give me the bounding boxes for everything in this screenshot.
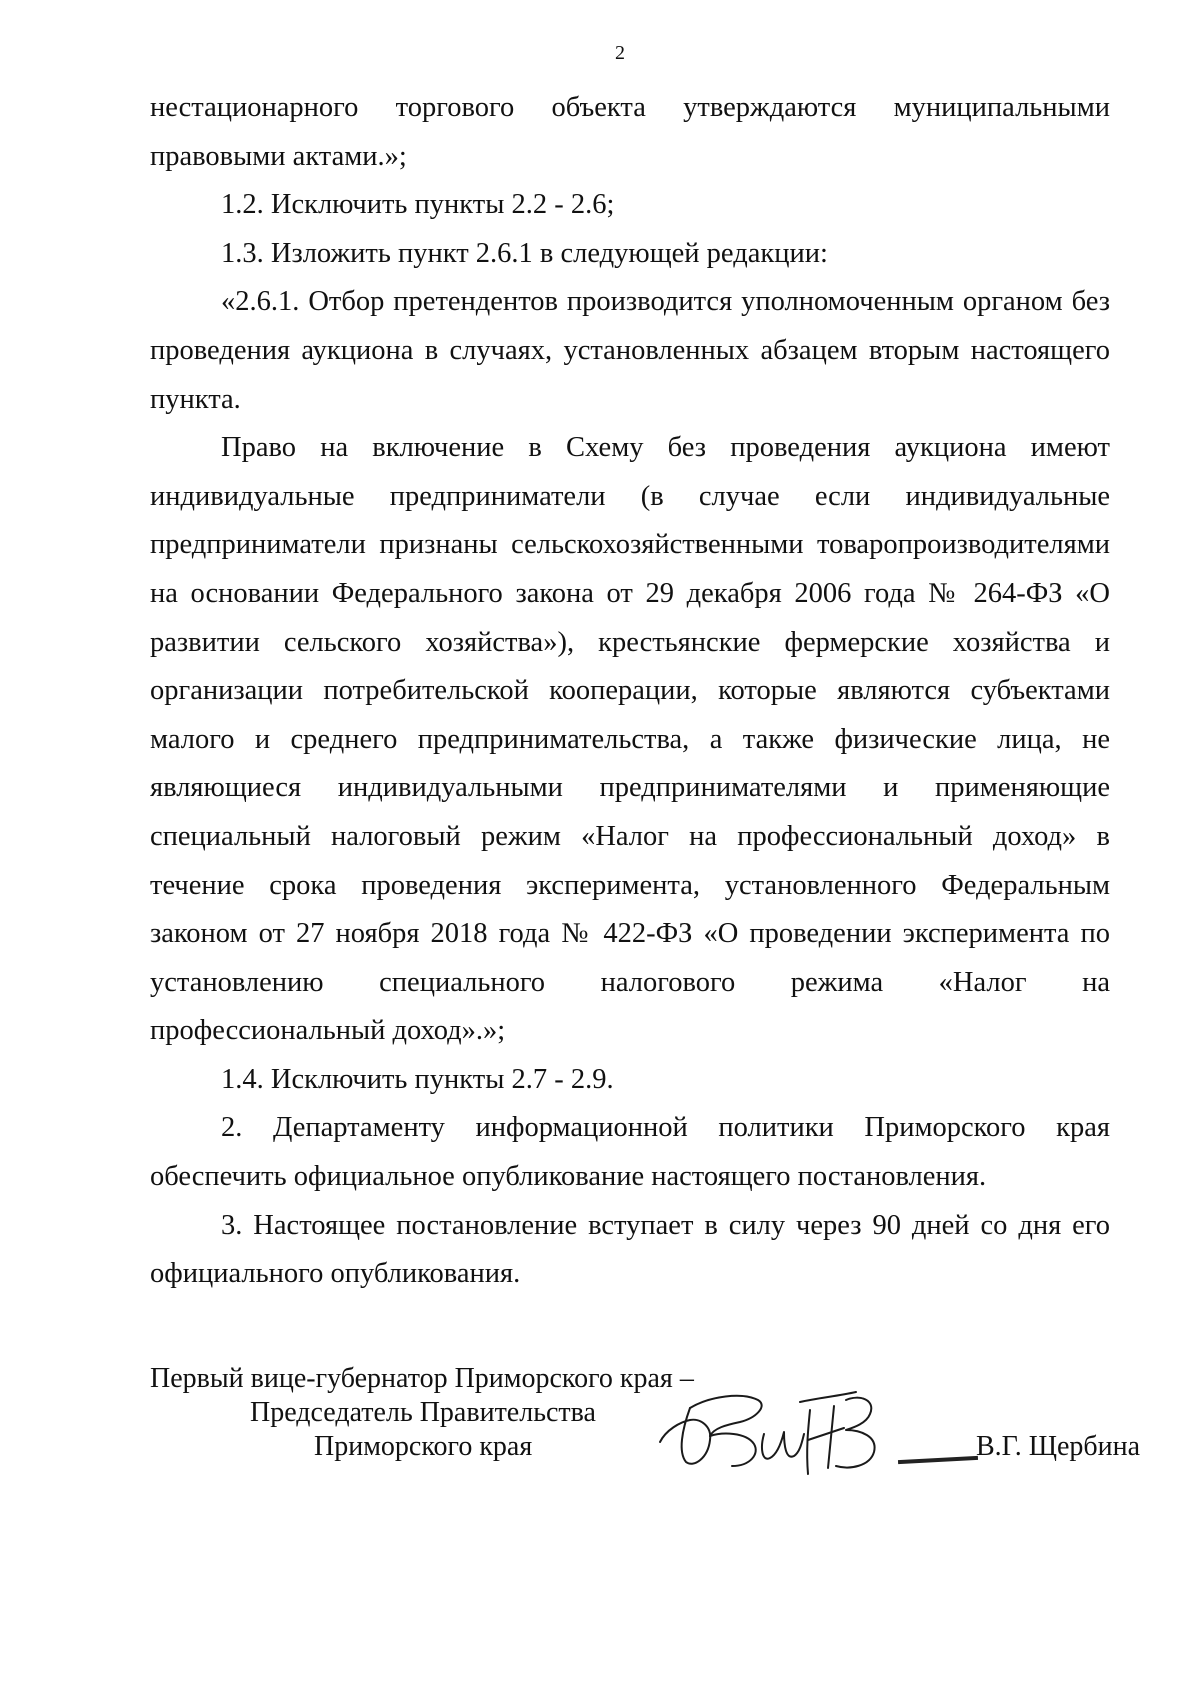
signatory-position-line-1: Первый вице-губернатор Приморского края – xyxy=(150,1363,694,1394)
paragraph-item-2-6-1: «2.6.1. Отбор претендентов производится уполномоченным органом без проведения аукциона в случаях, установленных абзацем вторым настоящего пункта. xyxy=(150,286,1110,415)
paragraph-item-2: 2. Департаменту информационной политики Приморского края обеспечить официальное опубликование настоящего постановления. xyxy=(150,1112,1110,1193)
document-body xyxy=(150,84,1110,1299)
paragraph-item-1-4: 1.4. Исключить пункты 2.7 - 2.9. xyxy=(221,1063,614,1095)
paragraph-item-3: 3. Настоящее постановление вступает в силу через 90 дней со дня его официального опубликования. xyxy=(150,1209,1110,1290)
handwritten-signature xyxy=(650,1370,890,1480)
signature-dash xyxy=(898,1456,978,1464)
signatory-name: В.Г. Щербина xyxy=(976,1431,1141,1462)
signatory-position-line-2: Председатель Правительства xyxy=(250,1397,596,1428)
paragraph-continuation: нестационарного торгового объекта утверждаются муниципальными правовыми актами.»; xyxy=(150,92,1110,172)
signature-block xyxy=(150,1362,1141,1482)
paragraph-right-of-inclusion: Право на включение в Схему без проведения аукциона имеют индивидуальные предприниматели (в случае если индивидуальные предприниматели признаны сельскохозяйственными товаропроизводителями на основании Федерального закона от 29 декабря 2006 года № 264-ФЗ «О развитии сельского хозяйства»), крестьянские фермерские хозяйства и организации потребительской кооперации, которые являются субъектами малого и среднего предпринимательства, а также физические лица, не являющиеся индивидуальными предпринимателями и применяющие специальный налоговый режим «Налог на профессиональный доход» в течение срока проведения эксперимента, установленного Федеральным законом от 27 ноября 2018 года № 422-ФЗ «О проведении эксперимента по установлению специального налогового режима «Налог на профессиональный доход».»; xyxy=(150,432,1110,1047)
paragraph-item-1-2: 1.2. Исключить пункты 2.2 - 2.6; xyxy=(221,189,615,221)
signatory-position-line-3: Приморского края xyxy=(314,1431,533,1462)
paragraph-item-1-3: 1.3. Изложить пункт 2.6.1 в следующей редакции: xyxy=(221,237,828,269)
page-number: 2 xyxy=(615,42,625,64)
